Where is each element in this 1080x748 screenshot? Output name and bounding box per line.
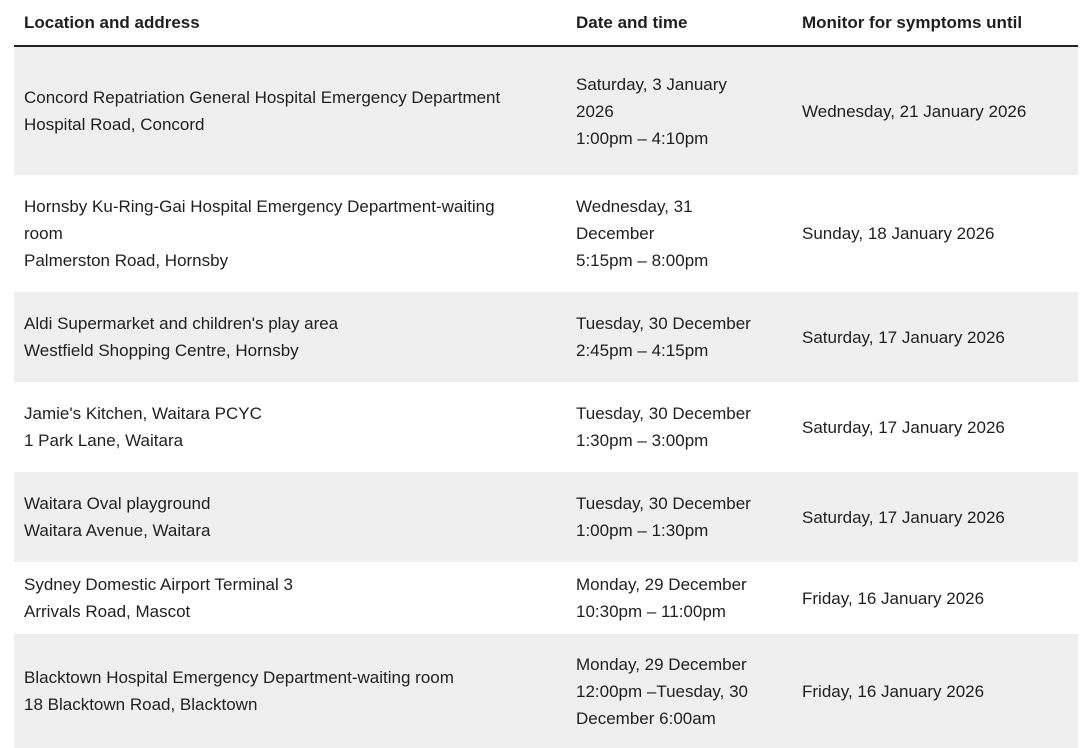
exposure-sites-table: [14, 0, 1078, 748]
location-cell: [14, 175, 566, 292]
table-row: [14, 634, 1078, 748]
header-monitor: Monitor for symptoms until: [792, 0, 1078, 46]
monitor-cell: [792, 382, 1078, 472]
table-row: [14, 382, 1078, 472]
monitor-date: Saturday, 17 January 2026: [802, 507, 1005, 527]
monitor-date: Saturday, 17 January 2026: [802, 417, 1005, 437]
header-datetime: Date and time: [566, 0, 792, 46]
location-name: Waitara Oval playground: [24, 494, 211, 513]
location-address: Waitara Avenue, Waitara: [24, 521, 211, 540]
date-line: Monday, 29 December: [576, 575, 747, 594]
table-row: [14, 46, 1078, 175]
location-address: Hospital Road, Concord: [24, 115, 205, 134]
table-row: [14, 292, 1078, 382]
monitor-cell: [792, 562, 1078, 634]
location-name: Blacktown Hospital Emergency Department-waiting room: [24, 668, 454, 687]
date-line: Tuesday, 30 December: [576, 404, 751, 423]
date-line: 2026: [576, 101, 614, 121]
location-name: Sydney Domestic Airport Terminal 3: [24, 575, 293, 594]
date-line: Wednesday, 31: [576, 197, 693, 216]
location-address: Arrivals Road, Mascot: [24, 602, 191, 621]
time-line: 1:30pm – 3:00pm: [576, 431, 709, 450]
table-row: [14, 472, 1078, 562]
date-line: December: [576, 224, 655, 243]
time-line: 2:45pm – 4:15pm: [576, 341, 709, 360]
time-line: 5:15pm – 8:00pm: [576, 251, 709, 270]
date-line: Tuesday, 30 December: [576, 314, 751, 333]
time-line: December 6:00am: [576, 708, 716, 728]
location-cell: [14, 292, 566, 382]
location-address: Palmerston Road, Hornsby: [24, 251, 229, 270]
datetime-cell: [566, 634, 792, 748]
table-body: [14, 46, 1078, 748]
location-cell: [14, 46, 566, 175]
location-cell: [14, 634, 566, 748]
monitor-date: Friday, 16 January 2026: [802, 588, 985, 608]
monitor-cell: [792, 634, 1078, 748]
location-address: 18 Blacktown Road, Blacktown: [24, 695, 258, 714]
location-cell: [14, 472, 566, 562]
header-location: Location and address: [14, 0, 566, 46]
date-line: Monday, 29 December: [576, 654, 747, 674]
table-row: [14, 562, 1078, 634]
datetime-cell: [566, 472, 792, 562]
location-name: Hornsby Ku-Ring-Gai Hospital Emergency Department-waiting: [24, 197, 495, 216]
time-line: 1:00pm – 4:10pm: [576, 128, 709, 148]
date-line: Saturday, 3 January: [576, 74, 727, 94]
monitor-date: Wednesday, 21 January 2026: [802, 101, 1027, 121]
datetime-cell: [566, 382, 792, 472]
monitor-cell: [792, 292, 1078, 382]
location-name: Jamie's Kitchen, Waitara PCYC: [24, 404, 262, 423]
monitor-cell: [792, 175, 1078, 292]
location-address: Westfield Shopping Centre, Hornsby: [24, 341, 299, 360]
monitor-date: Saturday, 17 January 2026: [802, 327, 1005, 347]
location-cell: [14, 382, 566, 472]
exposure-sites-table-container: [14, 0, 1078, 748]
monitor-date: Friday, 16 January 2026: [802, 681, 985, 701]
datetime-cell: [566, 562, 792, 634]
date-line: Tuesday, 30 December: [576, 494, 751, 513]
monitor-cell: [792, 472, 1078, 562]
datetime-cell: [566, 175, 792, 292]
time-line: 1:00pm – 1:30pm: [576, 521, 709, 540]
location-name: Concord Repatriation General Hospital Emergency Department: [24, 88, 501, 107]
time-line: 12:00pm –Tuesday, 30: [576, 681, 749, 701]
monitor-date: Sunday, 18 January 2026: [802, 224, 995, 243]
header-row: [14, 0, 1078, 46]
table-header: [14, 0, 1078, 46]
location-name-continued: room: [24, 224, 63, 243]
location-name: Aldi Supermarket and children's play area: [24, 314, 339, 333]
time-line: 10:30pm – 11:00pm: [576, 602, 726, 621]
monitor-cell: [792, 46, 1078, 175]
datetime-cell: [566, 292, 792, 382]
location-cell: [14, 562, 566, 634]
location-address: 1 Park Lane, Waitara: [24, 431, 184, 450]
table-row: [14, 175, 1078, 292]
datetime-cell: [566, 46, 792, 175]
